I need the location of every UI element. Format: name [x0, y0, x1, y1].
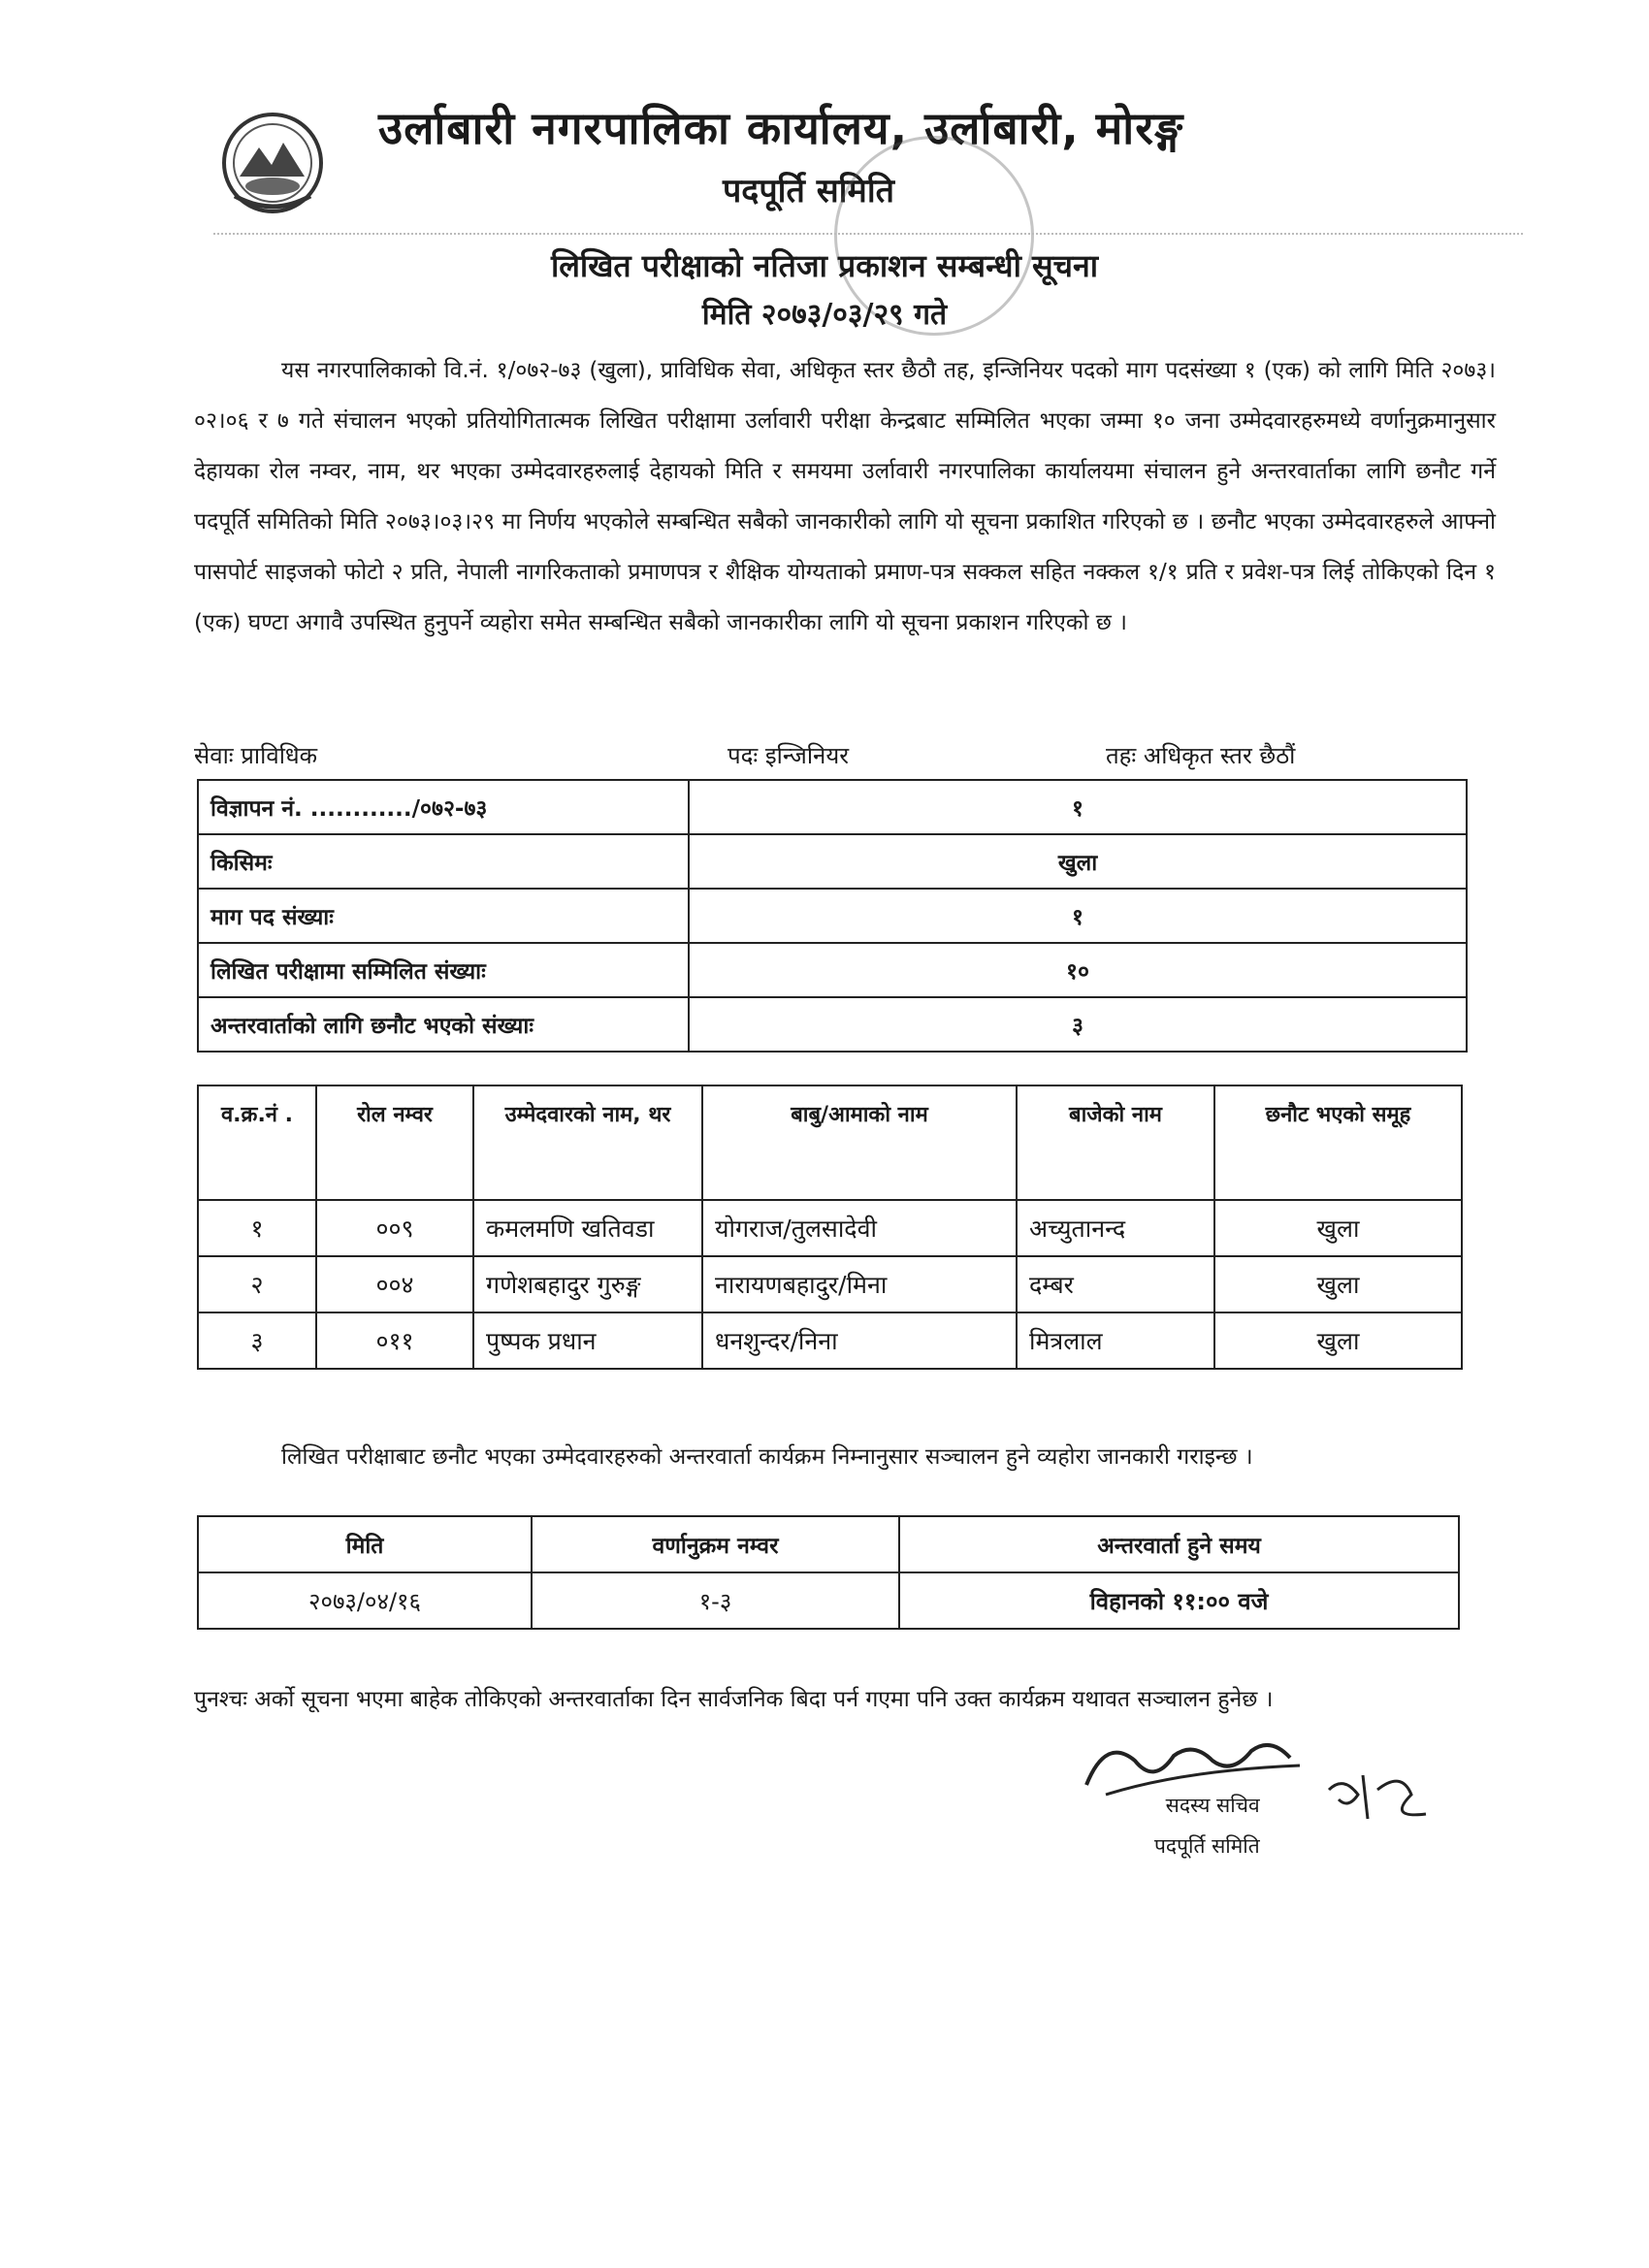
paragraph-text: यस नगरपालिकाको वि.नं. १/०७२-७३ (खुला), प्राविधिक सेवा, अधिकृत स्तर छैठौ तह, इन्जिनियर पदको माग पदसंख्या १ (एक) को लागि मिति २०७३।०२।०६ र ७ गते संचालन भएको प्रतियोगितात्मक लिखित परीक्षामा उर्लावारी परीक्षा केन्द्रबाट सम्मिलित भएका जम्मा १० जना उम्मेदवारहरुमध्ये वर्णानुक्रमानुसार देहायका रोल नम्वर, नाम, थर भएका उम्मेदवारहरुलाई देहायको मिति र समयमा उर्लावारी नगरपालिका कार्यालयमा संचालन हुने अन्तरवार्ताका लागि छनौट गर्ने पदपूर्ति समितिको मिति २०७३।०३।२९ मा निर्णय भएकोले सम्बन्धित सबैको जानकारीको लागि यो सूचना प्रकाशित गरिएको छ । छनौट भएका उम्मेदवारहरुले आफ्नो पासपोर्ट साइजको फोटो २ प्रति, नेपाली नागरिकताको प्रमाणपत्र र शैक्षिक योग्यताको प्रमाण-पत्र सक्कल सहित नक्कल १/१ प्रति र प्रवेश-पत्र लिई तोकिएको दिन १ (एक) घण्टा अगावै उपस्थित हुनुपर्ने व्यहोरा समेत सम्बन्धित सबैको जानकारीका लागि यो सूचना प्रकाशन गरिएको छ । — [194, 358, 1496, 635]
table-header-row — [198, 1516, 1459, 1572]
committee-name: पदपूर्ति समिति — [723, 172, 895, 211]
column-header: बाबु/आमाको नाम — [702, 1085, 1017, 1200]
cell-group: खुला — [1214, 1256, 1462, 1312]
office-title: उर्लाबारी नगरपालिका कार्यालय, उर्लाबारी, मोरङ्ग — [378, 102, 1184, 154]
postscript — [194, 1678, 1496, 1721]
signatory-committee: पदपूर्ति समिति — [1154, 1834, 1260, 1858]
postscript-text: अर्को सूचना भएमा बाहेक तोकिएको अन्तरवार्ताका दिन सार्वजनिक बिदा पर्न गएमा पनि उक्त कार्यक्रम यथावत सञ्चालन हुनेछ । — [254, 1687, 1274, 1712]
notice-date: मिति २०७३/०३/२९ गते — [701, 298, 948, 332]
cell-grandfather: मित्रलाल — [1017, 1312, 1214, 1369]
notice-title: लिखित परीक्षाको नतिजा प्रकाशन सम्बन्धी सूचना — [550, 247, 1099, 284]
info-value: खुला — [689, 834, 1467, 889]
table-row — [198, 1312, 1462, 1369]
interview-note-text: लिखित परीक्षाबाट छनौट भएका उम्मेदवारहरुको अन्तरवार्ता कार्यक्रम निम्नानुसार सञ्चालन हुने व्यहोरा जानकारी गराइन्छ । — [281, 1444, 1253, 1470]
column-header: मिति — [198, 1516, 532, 1572]
table-row — [198, 1572, 1459, 1629]
cell-grandfather: अच्युतानन्द — [1017, 1200, 1214, 1256]
header-divider — [213, 233, 1523, 235]
cell-serial-range: १-३ — [532, 1572, 899, 1629]
table-header-row — [198, 1085, 1462, 1200]
column-header: वर्णानुक्रम नम्वर — [532, 1516, 899, 1572]
table-row — [198, 1256, 1462, 1312]
table-row — [198, 834, 1467, 889]
cell-name: गणेशबहादुर गुरुङ्ग — [473, 1256, 702, 1312]
info-label: किसिमः — [198, 834, 689, 889]
table-row — [198, 889, 1467, 943]
column-header: व.क्र.नं . — [198, 1085, 316, 1200]
nepal-emblem-icon — [215, 109, 330, 217]
table-row — [198, 997, 1467, 1052]
table-row — [198, 1200, 1462, 1256]
column-header: छनौट भएको समूह — [1214, 1085, 1462, 1200]
signatory-block — [1154, 1785, 1260, 1866]
cell-group: खुला — [1214, 1312, 1462, 1369]
post-label: पदः इन्जिनियर — [728, 742, 850, 769]
info-value: १ — [689, 780, 1467, 834]
cell-serial: १ — [198, 1200, 316, 1256]
cell-date: २०७३/०४/१६ — [198, 1572, 532, 1629]
column-header: अन्तरवार्ता हुने समय — [899, 1516, 1459, 1572]
info-value: १० — [689, 943, 1467, 997]
table-row — [198, 780, 1467, 834]
cell-serial: २ — [198, 1256, 316, 1312]
cell-roll: ०११ — [316, 1312, 473, 1369]
cell-serial: ३ — [198, 1312, 316, 1369]
column-header: बाजेको नाम — [1017, 1085, 1214, 1200]
interview-note — [194, 1434, 1496, 1480]
cell-name: पुष्पक प्रधान — [473, 1312, 702, 1369]
notice-paragraph — [194, 345, 1496, 648]
info-value: १ — [689, 889, 1467, 943]
interview-schedule-table — [197, 1515, 1460, 1630]
cell-parents: योगराज/तुलसादेवी — [702, 1200, 1017, 1256]
info-label: विज्ञापन नं. ............/०७२-७३ — [198, 780, 689, 834]
candidates-table — [197, 1085, 1463, 1370]
level-label: तहः अधिकृत स्तर छैठौं — [1106, 742, 1296, 769]
info-label: माग पद संख्याः — [198, 889, 689, 943]
info-value: ३ — [689, 997, 1467, 1052]
table-row — [198, 943, 1467, 997]
postscript-label: पुनश्चः — [194, 1687, 247, 1712]
cell-time: विहानको ११:०० वजे — [899, 1572, 1459, 1629]
cell-group: खुला — [1214, 1200, 1462, 1256]
service-label: सेवाः प्राविधिक — [194, 742, 318, 769]
info-label: लिखित परीक्षामा सम्मिलित संख्याः — [198, 943, 689, 997]
column-header: रोल नम्वर — [316, 1085, 473, 1200]
handwritten-signature-icon — [1067, 1717, 1455, 1843]
cell-roll: ००४ — [316, 1256, 473, 1312]
vacancy-info-table — [197, 779, 1468, 1053]
info-label: अन्तरवार्ताको लागि छनौट भएको संख्याः — [198, 997, 689, 1052]
cell-parents: धनशुन्दर/निना — [702, 1312, 1017, 1369]
cell-roll: ००९ — [316, 1200, 473, 1256]
cell-grandfather: दम्बर — [1017, 1256, 1214, 1312]
column-header: उम्मेदवारको नाम, थर — [473, 1085, 702, 1200]
cell-name: कमलमणि खतिवडा — [473, 1200, 702, 1256]
signatory-role: सदस्य सचिव — [1165, 1794, 1260, 1817]
cell-parents: नारायणबहादुर/मिना — [702, 1256, 1017, 1312]
